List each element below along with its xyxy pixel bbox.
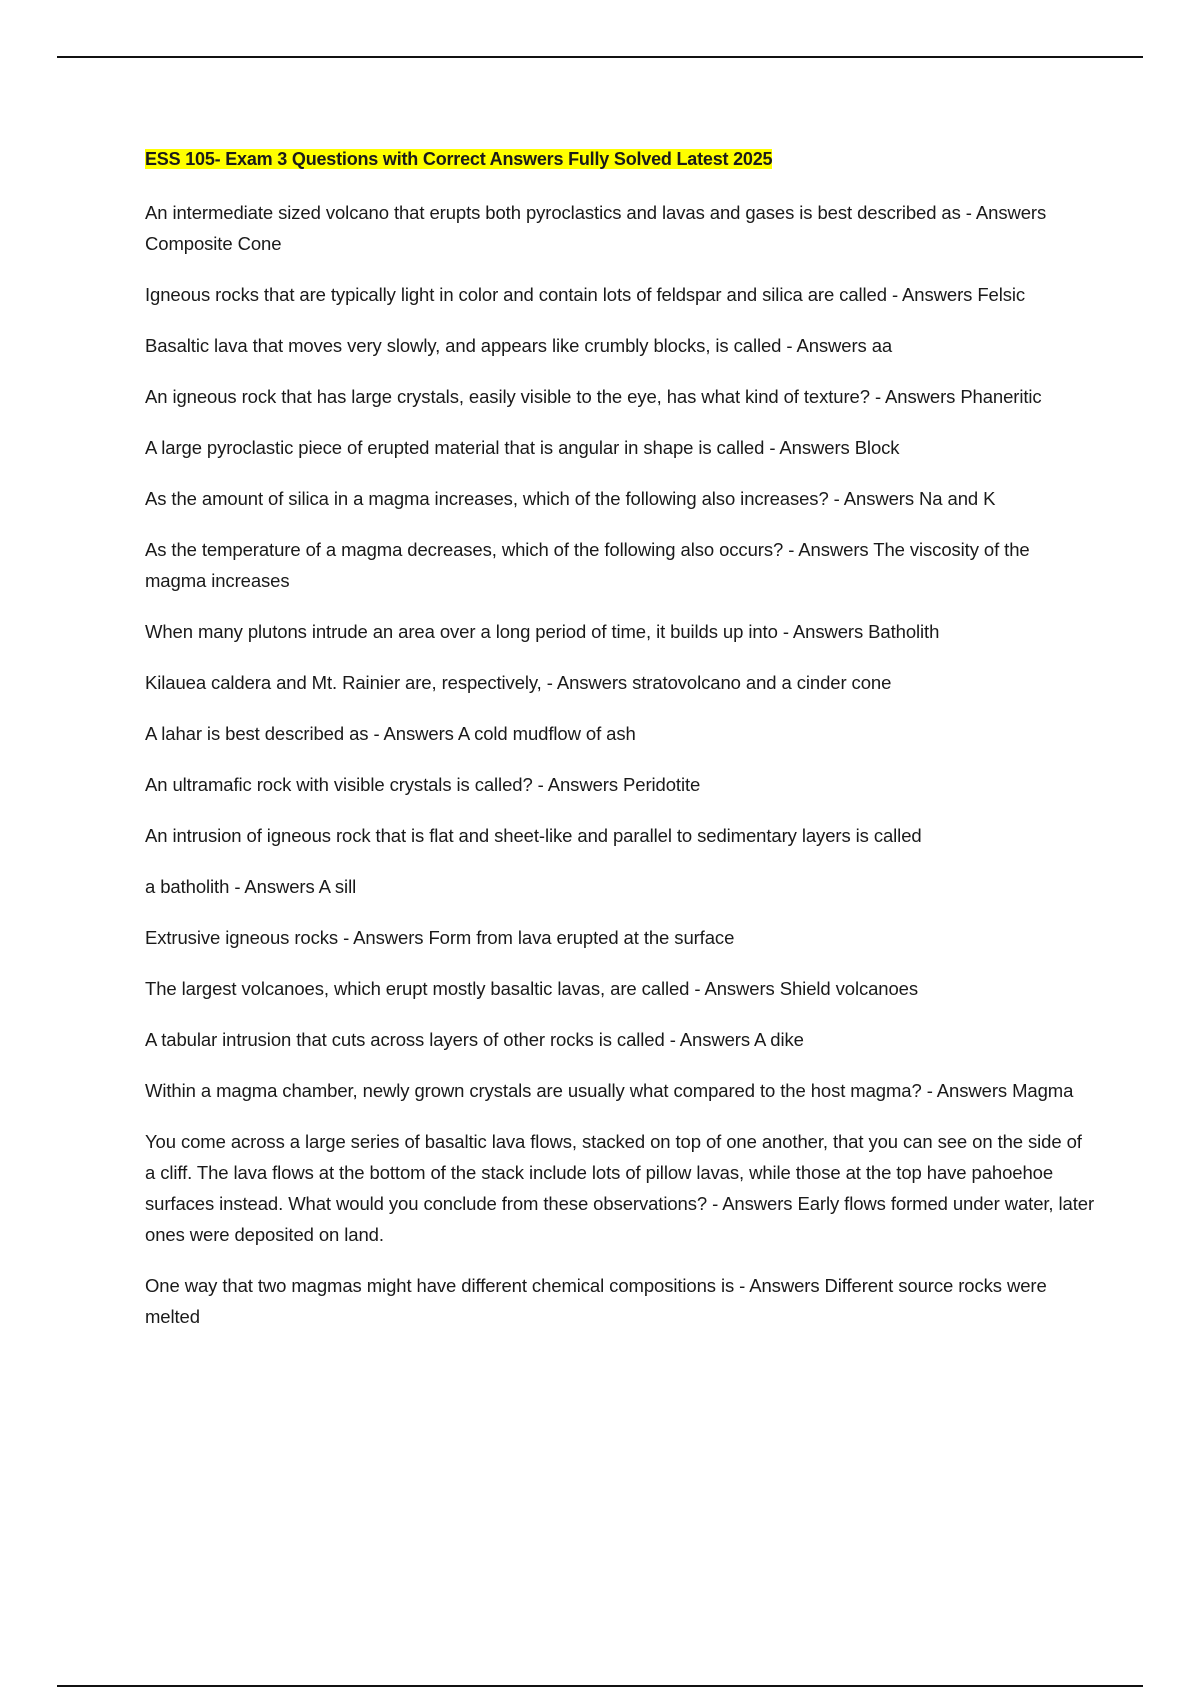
qa-paragraph: A lahar is best described as - Answers A cold mudflow of ash (145, 723, 636, 744)
qa-paragraph: Igneous rocks that are typically light in color and contain lots of feldspar and silica are called - Answers Felsic (145, 284, 1026, 305)
qa-paragraph: Kilauea caldera and Mt. Rainier are, respectively, - Answers stratovolcano and a cinder cone (145, 672, 892, 693)
title-line (145, 146, 1095, 174)
qa-paragraph: A tabular intrusion that cuts across layers of other rocks is called - Answers A dike (145, 1029, 804, 1050)
qa-paragraph: You come across a large series of basaltic lava flows, stacked on top of one another, that you can see on the side of a cliff. The lava flows at the bottom of the stack include lots of pillow lavas, while those at the top have pahoehoe surfaces instead. What would you conclude from these observations? - Answers Early flows formed under water, later ones were deposited on land. (145, 1131, 1095, 1245)
qa-paragraph: An intrusion of igneous rock that is flat and sheet-like and parallel to sedimentary layers is called (145, 825, 922, 846)
footer-rule (57, 1685, 1143, 1687)
qa-paragraph: As the amount of silica in a magma increases, which of the following also increases? - Answers Na and K (145, 488, 996, 509)
document-title: ESS 105- Exam 3 Questions with Correct Answers Fully Solved Latest 2025 (145, 149, 773, 169)
qa-paragraph: Extrusive igneous rocks - Answers Form from lava erupted at the surface (145, 927, 735, 948)
qa-paragraph: Basaltic lava that moves very slowly, and appears like crumbly blocks, is called - Answers aa (145, 335, 893, 356)
qa-paragraph: The largest volcanoes, which erupt mostly basaltic lavas, are called - Answers Shield volcanoes (145, 978, 919, 999)
qa-paragraph: As the temperature of a magma decreases, which of the following also occurs? - Answers The viscosity of the magma increases (145, 539, 1030, 591)
qa-paragraph: An ultramafic rock with visible crystals is called? - Answers Peridotite (145, 774, 701, 795)
header-rule (57, 56, 1143, 58)
qa-paragraph: An intermediate sized volcano that erupts both pyroclastics and lavas and gases is best described as - Answers Composite Cone (145, 202, 1047, 254)
document-body (145, 146, 1095, 1352)
qa-paragraph: Within a magma chamber, newly grown crystals are usually what compared to the host magma? - Answers Magma (145, 1080, 1074, 1101)
qa-paragraph: One way that two magmas might have different chemical compositions is - Answers Different source rocks were melted (145, 1275, 1047, 1327)
qa-paragraph: When many plutons intrude an area over a long period of time, it builds up into - Answers Batholith (145, 621, 940, 642)
qa-paragraph: An igneous rock that has large crystals, easily visible to the eye, has what kind of texture? - Answers Phaneritic (145, 386, 1042, 407)
qa-paragraph: A large pyroclastic piece of erupted material that is angular in shape is called - Answers Block (145, 437, 900, 458)
qa-paragraph: a batholith - Answers A sill (145, 876, 357, 897)
